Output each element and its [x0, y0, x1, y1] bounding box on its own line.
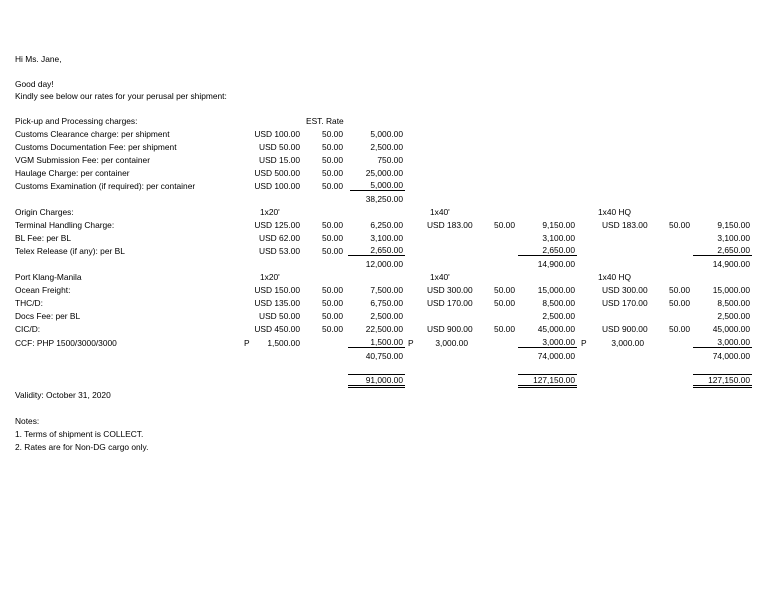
origin-row-total-40: 3,100.00 [542, 233, 575, 243]
port-row-est-40hq: 50.00 [669, 285, 690, 295]
ccf-total-40: 3,000.00 [518, 337, 577, 348]
origin-row-total-40: 2,650.00 [518, 245, 577, 256]
origin-subtotal-40hq: 14,900.00 [712, 259, 750, 269]
pickup-heading: Pick-up and Processing charges: [15, 116, 138, 126]
port-row-total-40: 8,500.00 [542, 298, 575, 308]
port-row-total-40hq: 2,500.00 [717, 311, 750, 321]
notes-heading: Notes: [15, 416, 40, 426]
origin-subtotal-40: 14,900.00 [537, 259, 575, 269]
ccf-label: CCF: PHP 1500/3000/3000 [15, 338, 117, 348]
origin-row-rate-40hq: USD 183.00 [602, 220, 648, 230]
origin-row-est: 50.00 [322, 246, 343, 256]
grand-total-20: 91,000.00 [348, 374, 405, 388]
port-row-total-40: 45,000.00 [537, 324, 575, 334]
port-row-rate: USD 450.00 [254, 324, 300, 334]
port-col-header-20: 1x20' [260, 272, 280, 282]
port-row-est: 50.00 [322, 311, 343, 321]
origin-subtotal-20: 12,000.00 [365, 259, 403, 269]
origin-row-est-40: 50.00 [494, 220, 515, 230]
intro-line-2: Kindly see below our rates for your perusal per shipment: [15, 91, 227, 101]
origin-row-total-40: 9,150.00 [542, 220, 575, 230]
port-row-label: Ocean Freight: [15, 285, 71, 295]
port-row-est: 50.00 [322, 324, 343, 334]
port-col-header-40: 1x40' [430, 272, 450, 282]
pickup-row-total: 5,000.00 [350, 180, 405, 191]
origin-row-rate-40: USD 183.00 [427, 220, 473, 230]
ccf-peso-sign: P [408, 338, 414, 348]
pickup-row-total: 25,000.00 [365, 168, 403, 178]
grand-total-40: 127,150.00 [518, 374, 577, 388]
origin-col-header-40hq: 1x40 HQ [598, 207, 632, 217]
pickup-row-est: 50.00 [322, 155, 343, 165]
origin-row-label: BL Fee: per BL [15, 233, 72, 243]
ccf-rate-40hq: 3,000.00 [611, 338, 644, 348]
port-row-rate-40hq: USD 300.00 [602, 285, 648, 295]
port-row-rate-40hq: USD 900.00 [602, 324, 648, 334]
grand-total-40hq: 127,150.00 [693, 374, 752, 388]
port-row-total: 7,500.00 [370, 285, 403, 295]
origin-col-header-40: 1x40' [430, 207, 450, 217]
origin-row-rate: USD 125.00 [254, 220, 300, 230]
port-row-rate: USD 150.00 [254, 285, 300, 295]
note-item: 2. Rates are for Non-DG cargo only. [15, 442, 149, 452]
origin-row-total: 2,650.00 [348, 245, 405, 256]
origin-row-rate: USD 62.00 [259, 233, 300, 243]
port-row-rate-40: USD 900.00 [427, 324, 473, 334]
port-subtotal-20: 40,750.00 [365, 351, 403, 361]
pickup-row-rate: USD 500.00 [254, 168, 300, 178]
origin-row-total-40hq: 9,150.00 [717, 220, 750, 230]
pickup-row-est: 50.00 [322, 142, 343, 152]
ccf-total-20: 1,500.00 [348, 337, 405, 348]
pickup-row-rate: USD 100.00 [254, 129, 300, 139]
origin-row-est-40hq: 50.00 [669, 220, 690, 230]
origin-row-est: 50.00 [322, 233, 343, 243]
pickup-row-label: Haulage Charge: per container [15, 168, 130, 178]
port-row-est: 50.00 [322, 285, 343, 295]
port-row-total-40hq: 8,500.00 [717, 298, 750, 308]
port-heading: Port Klang-Manila [15, 272, 82, 282]
origin-row-total-40hq: 2,650.00 [693, 245, 752, 256]
port-row-est-40: 50.00 [494, 298, 515, 308]
validity: Validity: October 31, 2020 [15, 390, 111, 400]
pickup-row-total: 750.00 [377, 155, 403, 165]
intro-line-1: Good day! [15, 79, 54, 89]
ccf-peso-sign: P [581, 338, 587, 348]
origin-row-total: 6,250.00 [370, 220, 403, 230]
origin-row-rate: USD 53.00 [259, 246, 300, 256]
pickup-row-est: 50.00 [322, 168, 343, 178]
ccf-rate-20: 1,500.00 [267, 338, 300, 348]
note-item: 1. Terms of shipment is COLLECT. [15, 429, 144, 439]
pickup-row-label: Customs Documentation Fee: per shipment [15, 142, 177, 152]
port-row-rate: USD 135.00 [254, 298, 300, 308]
port-row-total: 6,750.00 [370, 298, 403, 308]
ccf-total-40hq: 3,000.00 [693, 337, 752, 348]
pickup-row-total: 2,500.00 [370, 142, 403, 152]
pickup-row-est: 50.00 [322, 129, 343, 139]
pickup-row-rate: USD 15.00 [259, 155, 300, 165]
pickup-subtotal: 38,250.00 [365, 194, 403, 204]
port-row-label: Docs Fee: per BL [15, 311, 81, 321]
port-row-total-40: 2,500.00 [542, 311, 575, 321]
port-row-est-40hq: 50.00 [669, 324, 690, 334]
est-rate-header: EST. Rate [306, 116, 344, 126]
port-row-rate-40: USD 170.00 [427, 298, 473, 308]
port-row-total-40hq: 15,000.00 [712, 285, 750, 295]
origin-col-header-20: 1x20' [260, 207, 280, 217]
pickup-row-label: Customs Examination (if required): per container [15, 181, 196, 191]
port-row-rate-40: USD 300.00 [427, 285, 473, 295]
pickup-row-label: VGM Submission Fee: per container [15, 155, 150, 165]
pickup-row-rate: USD 50.00 [259, 142, 300, 152]
pickup-row-label: Customs Clearance charge: per shipment [15, 129, 170, 139]
port-row-est-40: 50.00 [494, 285, 515, 295]
port-subtotal-40: 74,000.00 [537, 351, 575, 361]
port-row-label: CIC/D: [15, 324, 41, 334]
origin-row-total: 3,100.00 [370, 233, 403, 243]
greeting: Hi Ms. Jane, [15, 54, 62, 64]
origin-row-est: 50.00 [322, 220, 343, 230]
ccf-peso-sign: P [244, 338, 250, 348]
port-col-header-40hq: 1x40 HQ [598, 272, 632, 282]
ccf-rate-40: 3,000.00 [435, 338, 468, 348]
port-row-est-40hq: 50.00 [669, 298, 690, 308]
port-row-total: 2,500.00 [370, 311, 403, 321]
port-row-total: 22,500.00 [365, 324, 403, 334]
origin-row-total-40hq: 3,100.00 [717, 233, 750, 243]
origin-row-label: Terminal Handling Charge: [15, 220, 115, 230]
port-row-label: THC/D: [15, 298, 43, 308]
port-subtotal-40hq: 74,000.00 [712, 351, 750, 361]
pickup-row-est: 50.00 [322, 181, 343, 191]
origin-heading: Origin Charges: [15, 207, 74, 217]
port-row-total-40: 15,000.00 [537, 285, 575, 295]
port-row-rate: USD 50.00 [259, 311, 300, 321]
port-row-est: 50.00 [322, 298, 343, 308]
pickup-row-total: 5,000.00 [370, 129, 403, 139]
origin-row-label: Telex Release (if any): per BL [15, 246, 125, 256]
port-row-total-40hq: 45,000.00 [712, 324, 750, 334]
port-row-est-40: 50.00 [494, 324, 515, 334]
pickup-row-rate: USD 100.00 [254, 181, 300, 191]
port-row-rate-40hq: USD 170.00 [602, 298, 648, 308]
